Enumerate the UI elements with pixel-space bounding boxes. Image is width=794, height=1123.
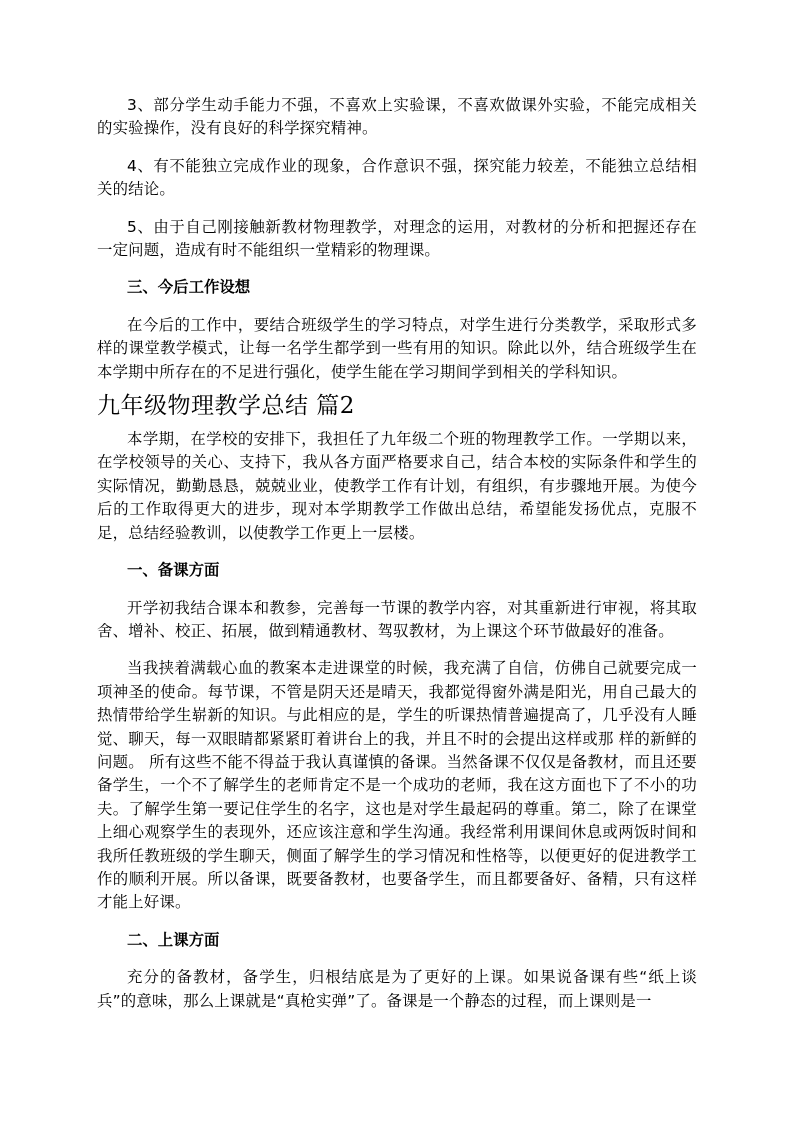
lesson-prep-paragraph-1: 开学初我结合课本和教参，完善每一节课的教学内容，对其重新进行审视，将其取舍、增补、校正、拓展，做到精通教材、驾驭教材，为上课这个环节做最好的准备。 (97, 598, 697, 640)
intro-paragraph: 本学期，在学校的安排下，我担任了九年级二个班的物理教学工作。一学期以来，在学校领导的关心、支持下，我从各方面严格要求自己，结合本校的实际条件和学生的实际情况，勤勤恳恳，兢兢业业，使教学工作有计划，有组织，有步骤地开展。为使今后的工作取得更大的进步，现对本学期教学工作做出总结，希望能发扬优点，克服不足，总结经验教训，以使教学工作更上一层楼。 (97, 430, 697, 542)
section-heading-future-plans: 三、今后工作设想 (127, 278, 251, 297)
lesson-prep-paragraph-2: 当我挟着满载心血的教案本走进课堂的时候，我充满了自信，仿佛自己就要完成一项神圣的使命。每节课，不管是阴天还是晴天，我都觉得窗外满是阳光，用自己最大的热情带给学生崭新的知识。与此相应的是，学生的听课热情普遍提高了，几乎没有人睡觉、聊天，每一双眼睛都紧紧盯着讲台上的我，并且不时的会提出这样或那 样的新鲜的问题。 所有这些不能不得益于我认真谨慎的备课。当然备课不仅仅是备教材，而且还要备学生，一个不了解学生的老师肯定不是一个成功的老师，我在这方面也下了不小的功夫。了解学生第一要记住学生的名字，这也是对学生最起码的尊重。第二，除了在课堂上细心观察学生的表现外，还应该注意和学生沟通。我经常利用课间休息或两饭时间和我所任教班级的学生聊天，侧面了解学生的学习情况和性格等，以便更好的促进教学工作的顺利开展。所以备课，既要备教材，也要备学生，而且都要备好、备精，只有这样才能上好课。 (97, 659, 697, 912)
paragraph-item-4: 4、有不能独立完成作业的现象，合作意识不强，探究能力较差，不能独立总结相关的结论。 (97, 156, 697, 199)
future-plans-paragraph: 在今后的工作中，要结合班级学生的学习特点，对学生进行分类教学，采取形式多样的课堂教学模式，让每一名学生都学到一些有用的知识。除此以外，结合班级学生在本学期中所存在的不足进行强化，使学生能在学习期间学到相关的学科知识。 (97, 315, 697, 381)
paragraph-item-3: 3、部分学生动手能力不强，不喜欢上实验课，不喜欢做课外实验，不能完成相关的实验操作，没有良好的科学探究精神。 (97, 96, 697, 138)
section-heading-lesson-prep: 一、备课方面 (127, 561, 220, 580)
paragraph-item-5: 5、由于自己刚接触新教材物理教学，对理念的运用，对教材的分析和把握还存在一定问题，造成有时不能组织一堂精彩的物理课。 (97, 217, 697, 260)
teaching-paragraph-1: 充分的备教材，备学生，归根结底是为了更好的上课。如果说备课有些“纸上谈兵”的意味，那么上课就是“真枪实弹”了。备课是一个静态的过程，而上课则是一 (97, 968, 697, 1010)
article-title: 九年级物理教学总结 篇2 (97, 393, 355, 420)
section-heading-teaching: 二、上课方面 (127, 930, 220, 949)
